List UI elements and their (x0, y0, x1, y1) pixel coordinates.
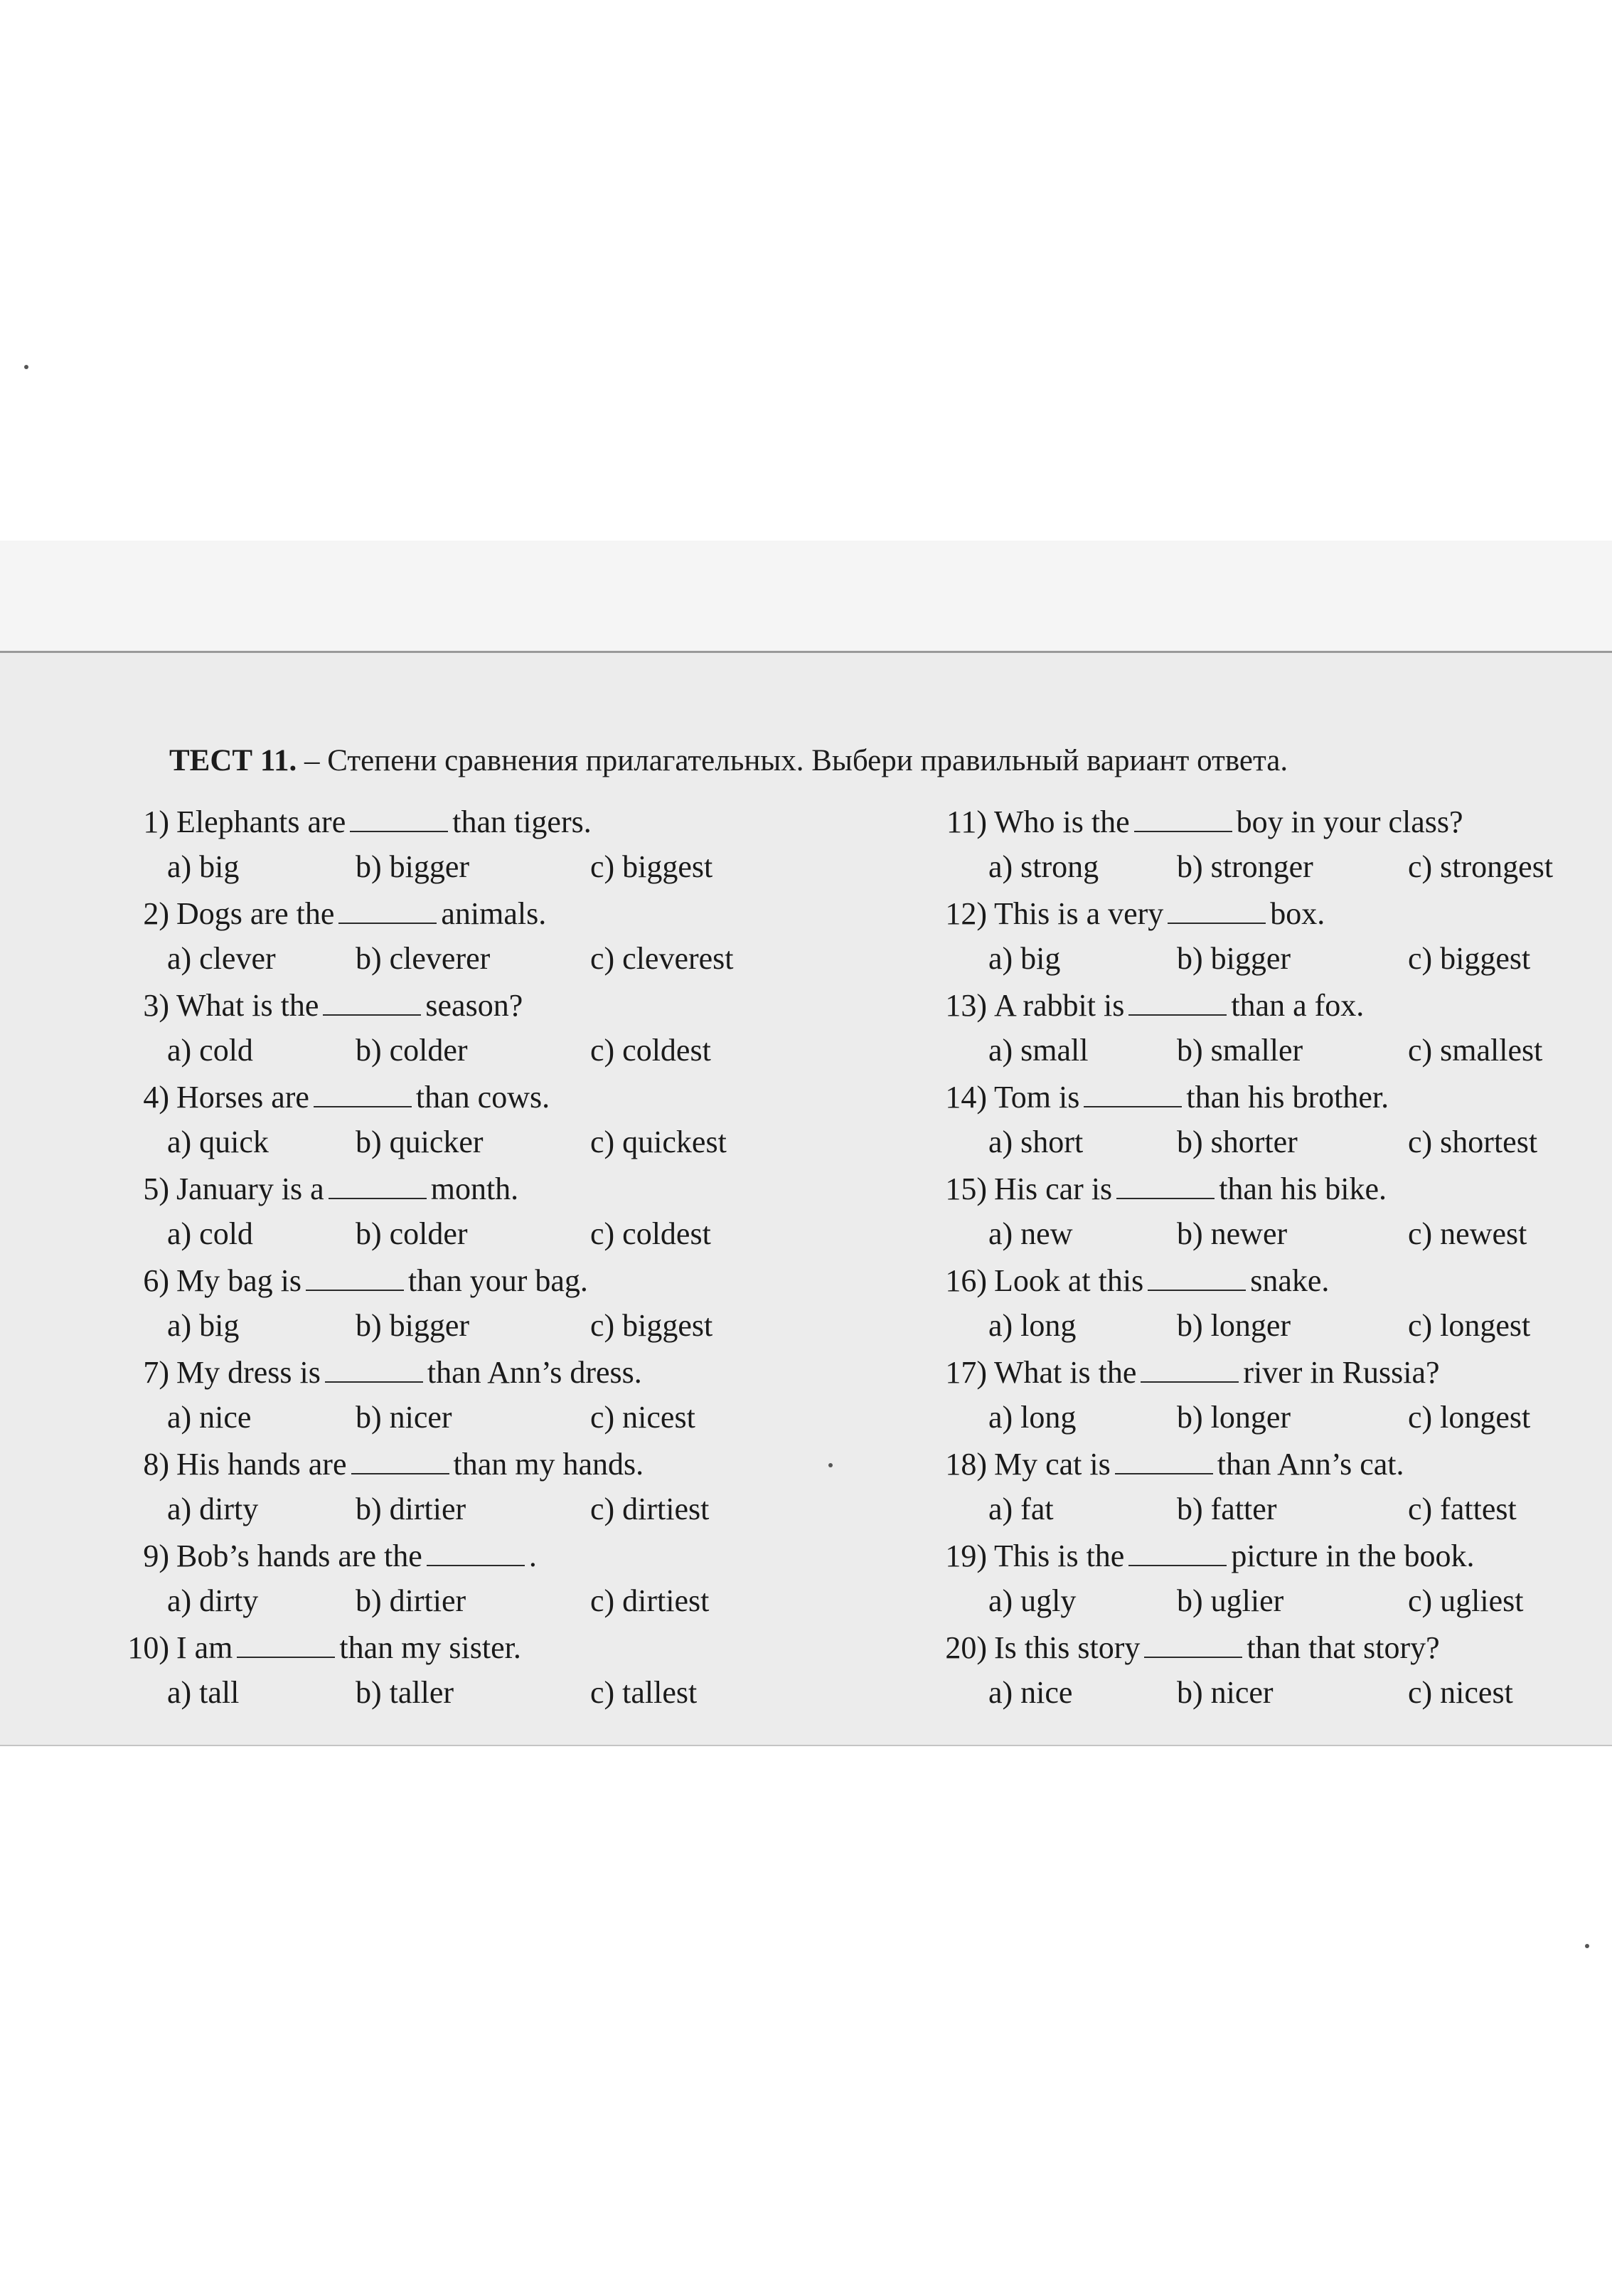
option-b[interactable]: b) colder (356, 1033, 468, 1068)
option-c[interactable]: c) shortest (1408, 1125, 1538, 1159)
answer-blank[interactable] (314, 1078, 412, 1107)
question-number: 14) (945, 1080, 987, 1115)
question-text-before: Look at this (994, 1263, 1144, 1298)
option-a[interactable]: a) quick (167, 1125, 269, 1159)
question-text-before: What is the (994, 1355, 1137, 1390)
answer-blank[interactable] (350, 802, 448, 832)
question-text-after: box. (1270, 896, 1325, 931)
answer-blank[interactable] (351, 1445, 449, 1474)
option-a[interactable]: a) new (988, 1216, 1073, 1251)
question-text-before: What is the (176, 988, 319, 1023)
option-b[interactable]: b) uglier (1177, 1583, 1284, 1618)
question-text-before: My dress is (176, 1355, 321, 1390)
option-c[interactable]: c) cleverest (590, 941, 734, 976)
answer-blank[interactable] (1168, 894, 1266, 924)
question-number: 11) (946, 804, 987, 839)
question-text-before: My cat is (994, 1447, 1111, 1482)
answer-blank[interactable] (1084, 1078, 1182, 1107)
question-5 (107, 1167, 804, 1259)
question-number: 5) (143, 1171, 169, 1206)
answer-blank[interactable] (1128, 986, 1227, 1016)
option-b[interactable]: b) bigger (1177, 941, 1291, 976)
question-text-after: than that story? (1247, 1630, 1440, 1665)
question-number: 4) (143, 1080, 169, 1115)
option-c[interactable]: c) biggest (1408, 941, 1531, 976)
option-a[interactable]: a) big (167, 849, 240, 884)
question-number: 18) (945, 1447, 987, 1482)
option-c[interactable]: c) newest (1408, 1216, 1527, 1251)
answer-blank[interactable] (1134, 802, 1232, 832)
answer-blank[interactable] (1128, 1536, 1227, 1566)
answer-blank[interactable] (1144, 1628, 1242, 1658)
option-a[interactable]: a) tall (167, 1675, 240, 1710)
option-b[interactable]: b) colder (356, 1216, 468, 1251)
question-text-before: Tom is (994, 1080, 1080, 1115)
question-number: 2) (143, 896, 169, 931)
scan-speck (1585, 1944, 1589, 1948)
question-number: 6) (143, 1263, 169, 1298)
option-b[interactable]: b) shorter (1177, 1125, 1298, 1159)
option-a[interactable]: a) long (988, 1308, 1077, 1343)
option-b[interactable]: b) bigger (356, 849, 470, 884)
question-text-before: Who is the (994, 804, 1130, 839)
option-a[interactable]: a) nice (988, 1675, 1073, 1710)
option-c[interactable]: c) longest (1408, 1400, 1531, 1435)
option-c[interactable]: c) biggest (590, 1308, 713, 1343)
question-2 (107, 892, 804, 984)
option-b[interactable]: b) longer (1177, 1400, 1291, 1435)
question-11 (924, 800, 1612, 892)
question-text-after: than my sister. (339, 1630, 521, 1665)
strip-bottom-edge (0, 1745, 1612, 1746)
option-c[interactable]: c) biggest (590, 849, 713, 884)
option-a[interactable]: a) dirty (167, 1583, 259, 1618)
option-a[interactable]: a) big (167, 1308, 240, 1343)
option-c[interactable]: c) quickest (590, 1125, 727, 1159)
question-number: 7) (143, 1355, 169, 1390)
answer-blank[interactable] (1115, 1445, 1213, 1474)
question-text-before: This is the (994, 1538, 1125, 1573)
question-number: 9) (143, 1538, 169, 1573)
question-15 (924, 1167, 1612, 1259)
question-text-after: river in Russia? (1243, 1355, 1440, 1390)
question-number: 10) (127, 1630, 169, 1665)
option-b[interactable]: b) dirtier (356, 1492, 466, 1526)
question-9 (107, 1534, 804, 1626)
question-text-after: . (528, 1538, 537, 1573)
question-text-after: than my hands. (453, 1447, 644, 1482)
option-b[interactable]: b) quicker (356, 1125, 484, 1159)
test-code: ТЕСТ 11. (169, 744, 297, 777)
question-number: 17) (945, 1355, 987, 1390)
question-3 (107, 984, 804, 1075)
question-number: 19) (945, 1538, 987, 1573)
option-b[interactable]: b) cleverer (356, 941, 491, 976)
option-c[interactable]: c) dirtiest (590, 1492, 710, 1526)
option-a[interactable]: a) ugly (988, 1583, 1077, 1618)
answer-blank[interactable] (323, 986, 421, 1016)
question-13 (924, 984, 1612, 1075)
question-number: 20) (945, 1630, 987, 1665)
question-4 (107, 1075, 804, 1167)
question-16 (924, 1259, 1612, 1351)
question-number: 16) (945, 1263, 987, 1298)
question-10 (107, 1626, 804, 1718)
option-b[interactable]: b) taller (356, 1675, 454, 1710)
question-number: 3) (143, 988, 169, 1023)
question-7 (107, 1351, 804, 1442)
answer-blank[interactable] (427, 1536, 525, 1566)
option-a[interactable]: a) long (988, 1400, 1077, 1435)
option-b[interactable]: b) fatter (1177, 1492, 1277, 1526)
question-text-after: than cows. (415, 1080, 550, 1115)
option-c[interactable]: c) dirtiest (590, 1583, 710, 1618)
question-17 (924, 1351, 1612, 1442)
option-c[interactable]: c) nicest (1408, 1675, 1513, 1710)
option-a[interactable]: a) cold (167, 1216, 253, 1251)
question-text-after: than his brother. (1186, 1080, 1389, 1115)
question-text-before: Dogs are the (176, 896, 335, 931)
question-number: 1) (143, 804, 169, 839)
option-b[interactable]: b) newer (1177, 1216, 1288, 1251)
option-a[interactable]: a) cold (167, 1033, 253, 1068)
left-question-column (107, 800, 804, 1718)
option-a[interactable]: a) strong (988, 849, 1099, 884)
right-question-column (924, 800, 1612, 1718)
question-14 (924, 1075, 1612, 1167)
option-c[interactable]: c) nicest (590, 1400, 695, 1435)
option-c[interactable]: c) tallest (590, 1675, 698, 1710)
option-c[interactable]: c) smallest (1408, 1033, 1543, 1068)
question-8 (107, 1442, 804, 1534)
question-text-after: boy in your class? (1236, 804, 1463, 839)
option-b[interactable]: b) stronger (1177, 849, 1313, 884)
question-text-before: Bob’s hands are the (176, 1538, 422, 1573)
answer-blank[interactable] (1148, 1261, 1246, 1291)
option-c[interactable]: c) fattest (1408, 1492, 1517, 1526)
question-text-after: than Ann’s dress. (427, 1355, 642, 1390)
question-text-before: Horses are (176, 1080, 309, 1115)
question-20 (924, 1626, 1612, 1718)
option-c[interactable]: c) coldest (590, 1033, 711, 1068)
option-a[interactable]: a) big (988, 941, 1061, 976)
question-text-before: This is a very (994, 896, 1164, 931)
question-text-before: A rabbit is (994, 988, 1125, 1023)
question-text-before: January is a (176, 1171, 324, 1206)
answer-blank[interactable] (329, 1169, 427, 1199)
question-text-after: month. (430, 1171, 519, 1206)
question-1 (107, 800, 804, 892)
question-number: 13) (945, 988, 987, 1023)
question-number: 12) (945, 896, 987, 931)
answer-blank[interactable] (1116, 1169, 1215, 1199)
option-b[interactable]: b) longer (1177, 1308, 1291, 1343)
option-c[interactable]: c) ugliest (1408, 1583, 1524, 1618)
question-number: 8) (143, 1447, 169, 1482)
question-text-before: His hands are (176, 1447, 347, 1482)
option-b[interactable]: b) smaller (1177, 1033, 1303, 1068)
question-text-after: than tigers. (452, 804, 592, 839)
answer-blank[interactable] (338, 894, 437, 924)
option-a[interactable]: a) dirty (167, 1492, 259, 1526)
question-number: 15) (945, 1171, 987, 1206)
answer-blank[interactable] (1141, 1353, 1239, 1383)
question-19 (924, 1534, 1612, 1626)
question-text-before: I am (176, 1630, 233, 1665)
question-12 (924, 892, 1612, 984)
answer-blank[interactable] (325, 1353, 423, 1383)
answer-blank[interactable] (237, 1628, 335, 1658)
option-b[interactable]: b) dirtier (356, 1583, 466, 1618)
answer-blank[interactable] (306, 1261, 404, 1291)
question-6 (107, 1259, 804, 1351)
scan-speck (24, 365, 28, 369)
strip-top-shade (0, 541, 1612, 651)
question-text-before: His car is (994, 1171, 1113, 1206)
option-a[interactable]: a) fat (988, 1492, 1054, 1526)
question-text-after: season? (425, 988, 523, 1023)
question-text-after: than your bag. (408, 1263, 588, 1298)
option-b[interactable]: b) nicer (1177, 1675, 1274, 1710)
option-b[interactable]: b) bigger (356, 1308, 470, 1343)
question-text-after: than his bike. (1219, 1171, 1387, 1206)
question-text-before: My bag is (176, 1263, 301, 1298)
option-c[interactable]: c) strongest (1408, 849, 1554, 884)
option-a[interactable]: a) small (988, 1033, 1089, 1068)
question-text-before: Elephants are (176, 804, 346, 839)
option-c[interactable]: c) coldest (590, 1216, 711, 1251)
question-text-before: Is this story (994, 1630, 1141, 1665)
option-b[interactable]: b) nicer (356, 1400, 452, 1435)
option-a[interactable]: a) short (988, 1125, 1084, 1159)
test-instruction: – Степени сравнения прилагательных. Выбери правильный вариант ответа. (297, 744, 1288, 777)
option-c[interactable]: c) longest (1408, 1308, 1531, 1343)
question-text-after: snake. (1250, 1263, 1330, 1298)
scan-speck (828, 1463, 833, 1467)
option-a[interactable]: a) nice (167, 1400, 252, 1435)
question-18 (924, 1442, 1612, 1534)
question-text-after: than a fox. (1231, 988, 1365, 1023)
question-text-after: picture in the book. (1231, 1538, 1475, 1573)
option-a[interactable]: a) clever (167, 941, 276, 976)
question-text-after: animals. (441, 896, 547, 931)
test-heading (169, 740, 1556, 782)
question-text-after: than Ann’s cat. (1217, 1447, 1404, 1482)
